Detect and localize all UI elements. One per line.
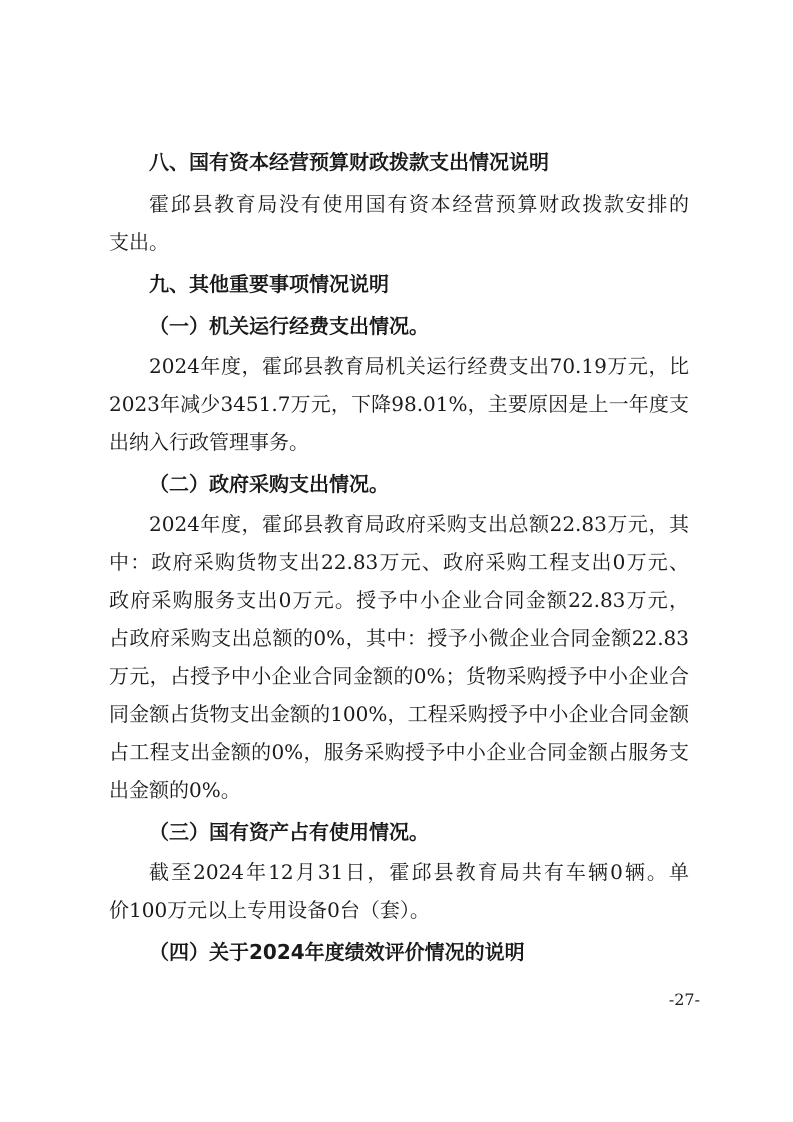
sub-1-heading: （一）机关运行经费支出情况。 <box>149 314 429 338</box>
section-8-heading: 八、国有资本经营预算财政拨款支出情况说明 <box>149 150 549 174</box>
sub-2-text-line-4: 占政府采购支出总额的0%，其中：授予小微企业合同金额22.83 <box>109 626 689 650</box>
sub-1-text-line-2: 2023年减少3451.7万元，下降98.01%，主要原因是上一年度支 <box>109 392 689 416</box>
sub-2-text-line-8: 出金额的0%。 <box>109 778 241 802</box>
sub-2-text-line-5: 万元，占授予中小企业合同金额的0%；货物采购授予中小企业合 <box>109 664 689 688</box>
section-9-heading: 九、其他重要事项情况说明 <box>149 272 389 296</box>
sub-3-text-line-2: 价100万元以上专用设备0台（套）。 <box>109 898 430 922</box>
page-number: -27- <box>668 990 700 1009</box>
section-8-text-line-2: 支出。 <box>109 230 169 254</box>
sub-2-text-line-1: 2024年度，霍邱县教育局政府采购支出总额22.83万元，其 <box>149 512 689 536</box>
sub-2-text-line-7: 占工程支出金额的0%，服务采购授予中小企业合同金额占服务支 <box>109 740 689 764</box>
sub-2-heading: （二）政府采购支出情况。 <box>149 472 389 496</box>
sub-1-text-line-3: 出纳入行政管理事务。 <box>109 430 309 454</box>
sub-3-text-line-1: 截至2024年12月31日，霍邱县教育局共有车辆0辆。单 <box>149 860 689 884</box>
section-8-text-line-1: 霍邱县教育局没有使用国有资本经营预算财政拨款安排的 <box>149 192 689 216</box>
sub-1-text-line-1: 2024年度，霍邱县教育局机关运行经费支出70.19万元，比 <box>149 354 689 378</box>
sub-2-text-line-3: 政府采购服务支出0万元。授予中小企业合同金额22.83万元， <box>109 588 689 612</box>
sub-2-text-line-6: 同金额占货物支出金额的100%，工程采购授予中小企业合同金额 <box>109 702 689 726</box>
sub-2-text-line-2: 中：政府采购货物支出22.83万元、政府采购工程支出0万元、 <box>109 550 689 574</box>
sub-3-heading: （三）国有资产占有使用情况。 <box>149 820 429 844</box>
sub-4-heading: （四）关于2024年度绩效评价情况的说明 <box>149 940 525 964</box>
